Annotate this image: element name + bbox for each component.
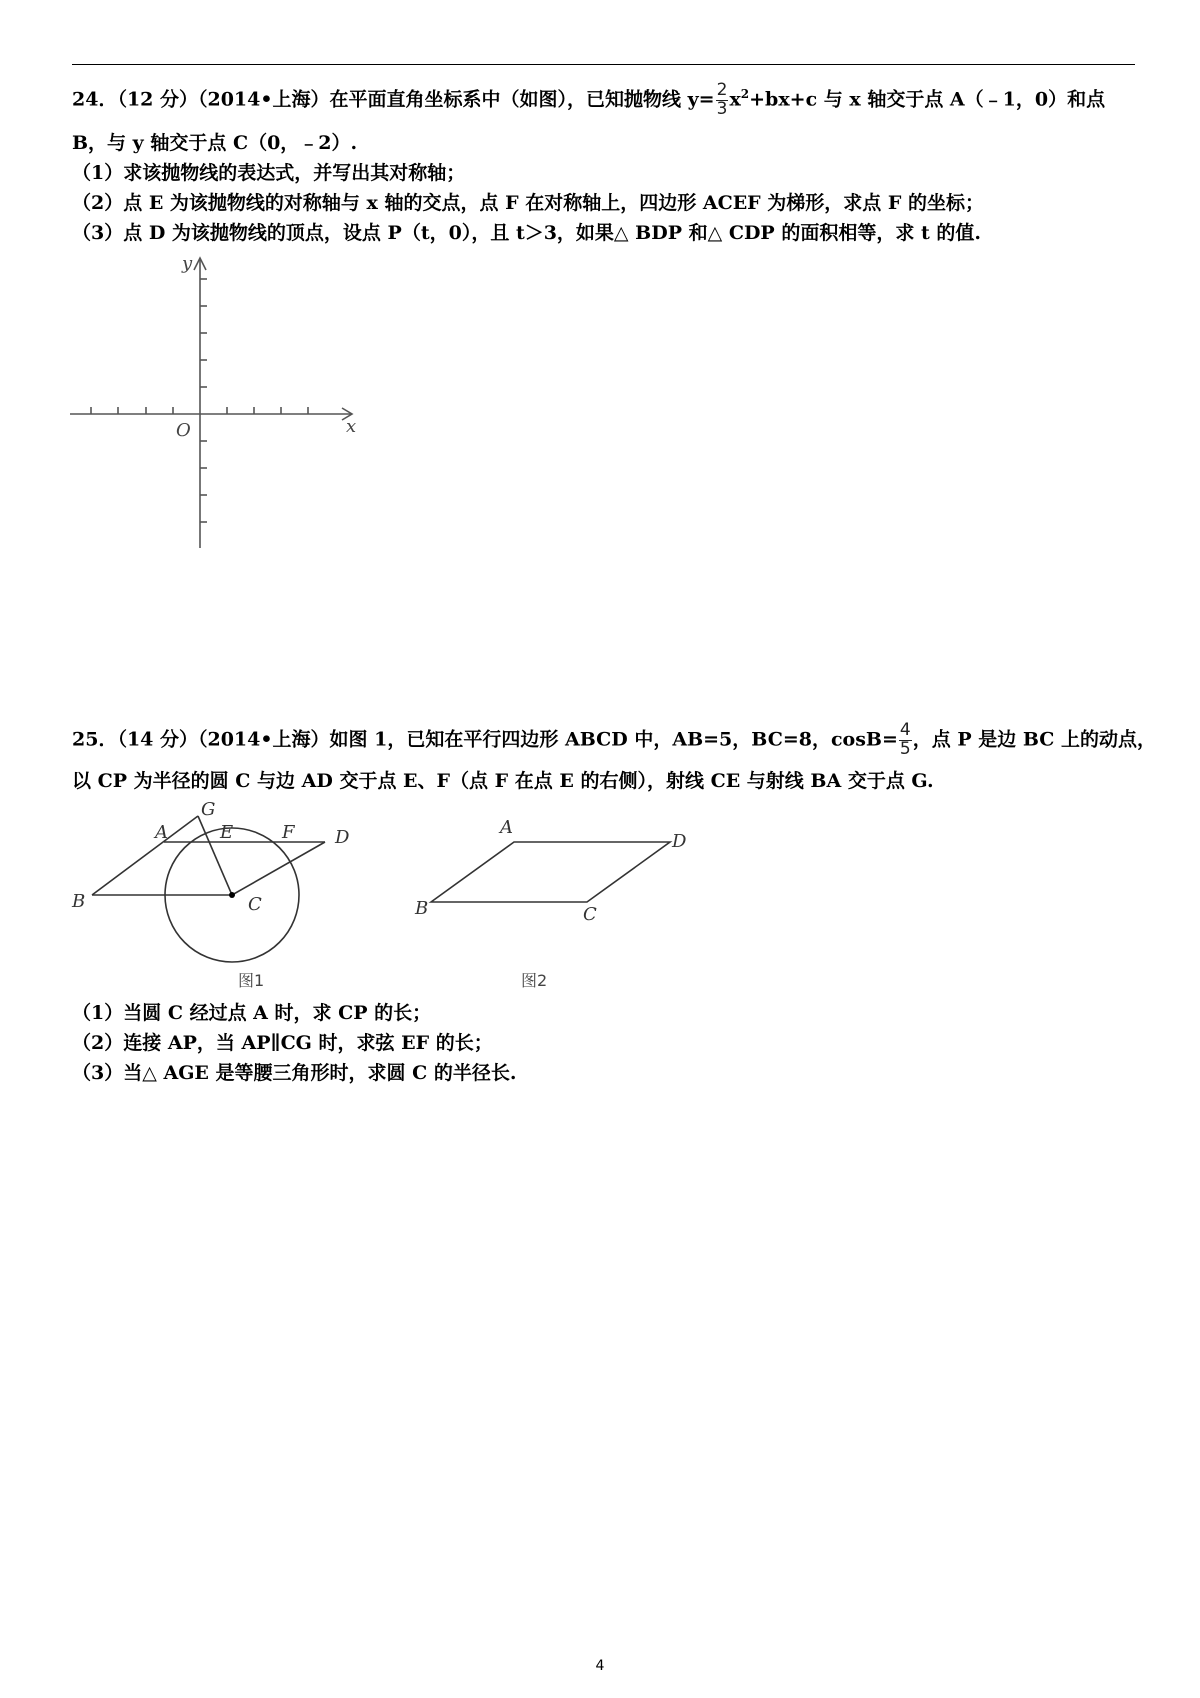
label-E: E [220, 822, 234, 843]
label-F: F [282, 822, 295, 843]
label-C: C [248, 894, 262, 915]
q25-stem-line2: 以 CP 为半径的圆 C 与边 AD 交于点 E、F（点 F 在点 E 的右侧），射线 CE 与射线 BA 交于点 G. [72, 770, 934, 792]
label-A: A [155, 822, 168, 843]
q24-stem-line2: B，与 y 轴交于点 C（0，﹣2）. [72, 132, 358, 154]
q25-stem-line1: 25．（14 分）（2014•上海）如图 1，已知在平行四边形 ABCD 中，AB=5，BC=8，cosB= $\frac{4}{5}$ ，点 P 是边 BC 上的动点， [72, 720, 1156, 759]
page-number: 4 [595, 1658, 605, 1674]
figure-2-caption: 图2 [521, 971, 548, 990]
x-axis-label: x [346, 416, 357, 437]
fraction-four-fifths: $\frac{4}{5}$ [899, 720, 911, 759]
y-axis-label: y [182, 253, 193, 274]
fig2-label-B: B [415, 898, 429, 919]
q24-part2: （2）点 E 为该抛物线的对称轴与 x 轴的交点，点 F 在对称轴上，四边形 ACEF 为梯形，求点 F 的坐标； [72, 192, 984, 214]
fig2-label-A: A [500, 817, 513, 838]
q25-part1: （1）当圆 C 经过点 A 时，求 CP 的长； [72, 1002, 432, 1024]
q24-part3: （3）点 D 为该抛物线的顶点，设点 P（t，0），且 t＞3，如果△ BDP 和△ CDP 的面积相等，求 t 的值. [72, 222, 981, 244]
figure-1-caption: 图1 [238, 971, 265, 990]
q24-stem-line1: 24．（12 分）（2014•上海）在平面直角坐标系中（如图），已知抛物线 y= $\frac{2}{3}$ $x^2+bx+c$ 与 x 轴交于点 A（﹣1，0）和点 [72, 80, 1106, 119]
label-G: G [201, 799, 216, 820]
fig2-label-C: C [583, 904, 597, 925]
label-D: D [335, 827, 350, 848]
label-B: B [72, 891, 86, 912]
q24-part1: （1）求该抛物线的表达式，并写出其对称轴； [72, 162, 466, 184]
fraction-two-thirds: $\frac{2}{3}$ [716, 80, 728, 119]
fig2-label-D: D [672, 831, 687, 852]
q25-part3: （3）当△ AGE 是等腰三角形时，求圆 C 的半径长. [72, 1062, 517, 1084]
origin-label: O [176, 420, 191, 441]
q25-part2: （2）连接 AP，当 AP∥CG 时，求弦 EF 的长； [72, 1032, 493, 1054]
